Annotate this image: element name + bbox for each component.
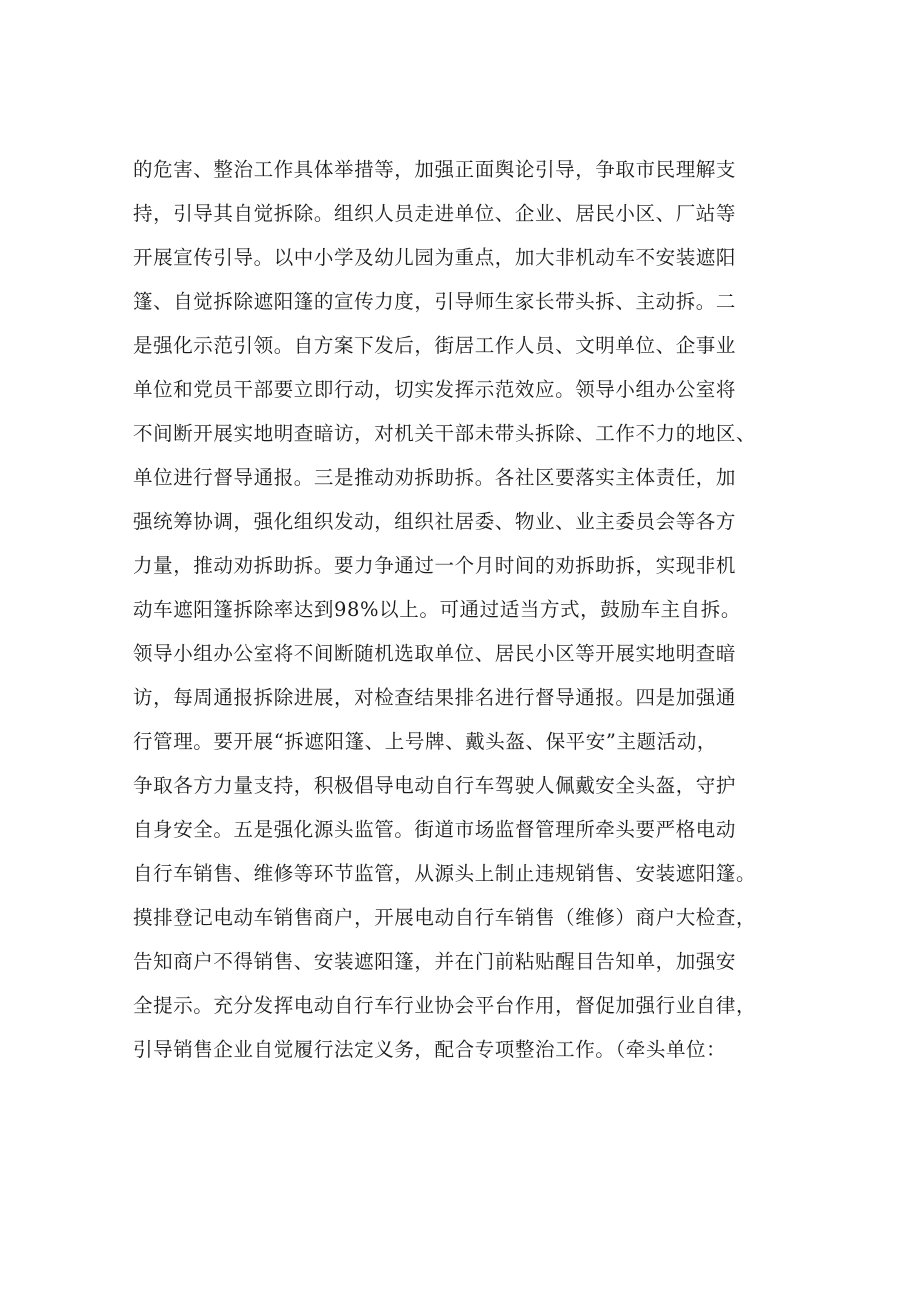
text-line-4: 篷、自觉拆除遮阳篷的宣传力度，引导师生家长带头拆、主动拆。二 [133, 290, 737, 313]
text-line-5: 是强化示范引领。自方案下发后，街居工作人员、文明单位、企事业 [133, 334, 737, 357]
text-line-7: 不间断开展实地明查暗访，对机关干部未带头拆除、工作不力的地区、 [133, 422, 757, 445]
text-line-8: 单位进行督导通报。三是推动劝拆助拆。各社区要落实主体责任，加 [133, 466, 737, 489]
text-line-17: 自行车销售、维修等环节监管，从源头上制止违规销售、安装遮阳篷。 [133, 862, 757, 885]
text-line-9: 强统筹协调，强化组织发动，组织社居委、物业、业主委员会等各方 [133, 510, 737, 533]
text-line-10: 力量，推动劝拆助拆。要力争通过一个月时间的劝拆助拆，实现非机 [133, 554, 737, 577]
body-text [133, 148, 813, 1072]
text-line-2: 持，引导其自觉拆除。组织人员走进单位、企业、居民小区、厂站等 [133, 202, 737, 225]
text-line-6: 单位和党员干部要立即行动，切实发挥示范效应。领导小组办公室将 [133, 378, 737, 401]
text-line-19: 告知商户不得销售、安装遮阳篷，并在门前粘贴醒目告知单，加强安 [133, 950, 737, 973]
text-line-3: 开展宣传引导。以中小学及幼儿园为重点，加大非机动车不安装遮阳 [133, 246, 737, 269]
text-line-18: 摸排登记电动车销售商户，开展电动自行车销售（维修）商户大检查， [133, 906, 757, 929]
text-line-1: 的危害、整治工作具体举措等，加强正面舆论引导，争取市民理解支 [133, 158, 737, 181]
text-line-21: 引导销售企业自觉履行法定义务，配合专项整治工作。（牵头单位： [133, 1038, 727, 1061]
text-line-20: 全提示。充分发挥电动自行车行业协会平台作用，督促加强行业自律， [133, 994, 757, 1017]
text-line-16: 自身安全。五是强化源头监管。街道市场监督管理所牵头要严格电动 [133, 818, 737, 841]
text-line-15: 争取各方力量支持，积极倡导电动自行车驾驶人佩戴安全头盔，守护 [133, 774, 737, 797]
text-line-12: 领导小组办公室将不间断随机选取单位、居民小区等开展实地明查暗 [133, 642, 737, 665]
text-line-11: 动车遮阳篷拆除率达到98%以上。可通过适当方式，鼓励车主自拆。 [133, 598, 741, 621]
text-line-13: 访，每周通报拆除进展，对检查结果排名进行督导通报。四是加强通 [133, 686, 737, 709]
text-line-14: 行管理。要开展“拆遮阳篷、上号牌、戴头盔、保平安”主题活动， [133, 730, 717, 753]
